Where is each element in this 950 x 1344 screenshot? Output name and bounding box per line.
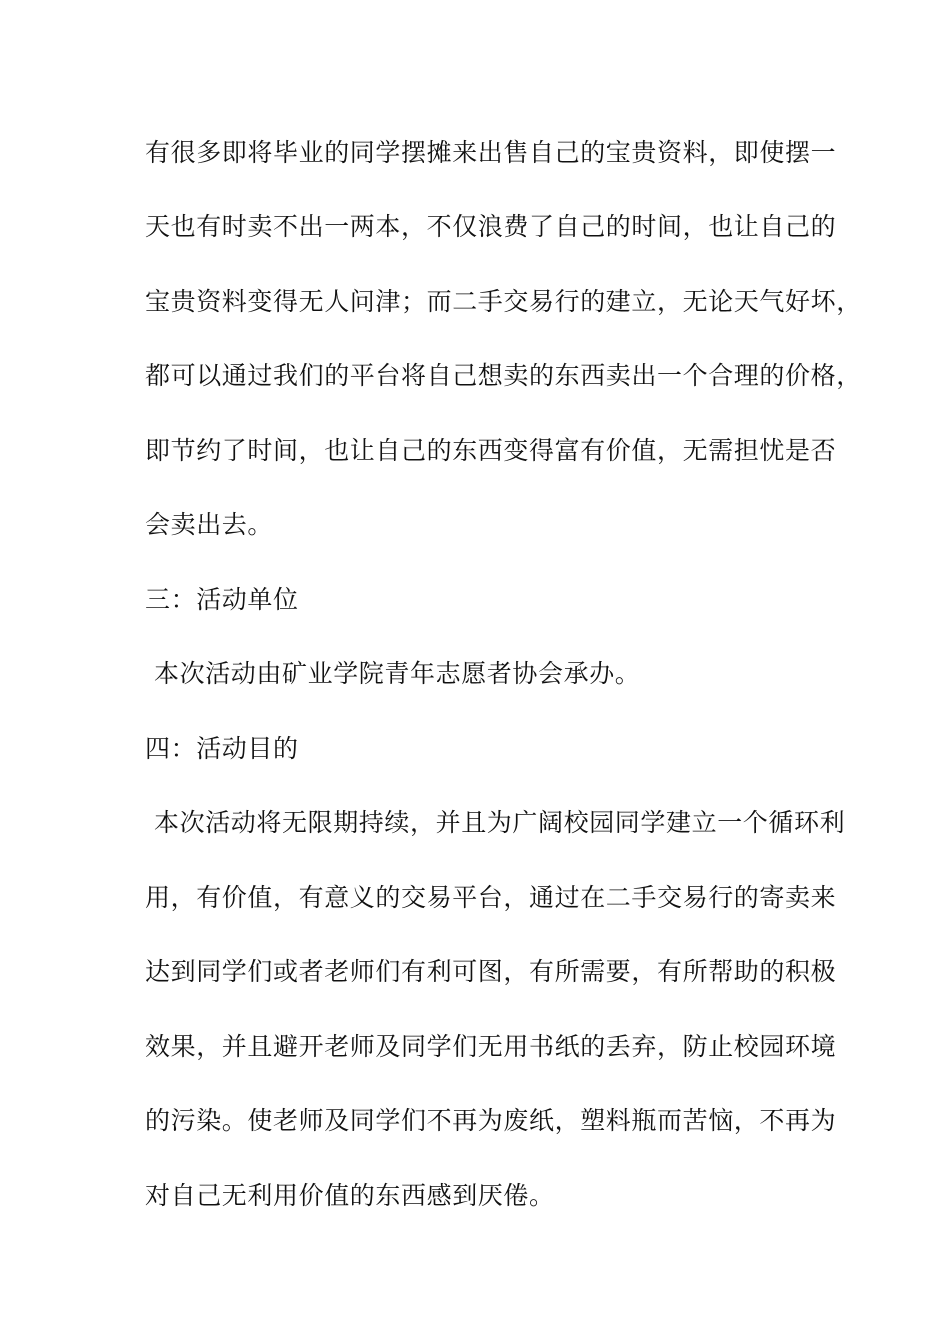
section-heading-3: 三：活动单位 [145, 585, 299, 614]
paragraph-line-1: 有很多即将毕业的同学摆摊来出售自己的宝贵资料，即使摆一 [145, 138, 837, 167]
section-heading-4: 四：活动目的 [145, 734, 299, 763]
paragraph-line-6: 会卖出去。 [145, 510, 274, 539]
section-4-line-3: 达到同学们或者老师们有利可图，有所需要，有所帮助的积极 [145, 957, 837, 986]
section-4-line-4: 效果，并且避开老师及同学们无用书纸的丢弃，防止校园环境 [145, 1032, 837, 1061]
section-4-line-6: 对自己无利用价值的东西感到厌倦。 [145, 1181, 555, 1210]
paragraph-line-3: 宝贵资料变得无人问津；而二手交易行的建立，无论天气好坏， [145, 287, 862, 316]
section-4-line-1: 本次活动将无限期持续，并且为广阔校园同学建立一个循环利 [154, 808, 846, 837]
section-4-line-2: 用，有价值，有意义的交易平台，通过在二手交易行的寄卖来 [145, 883, 837, 912]
paragraph-line-5: 即节约了时间，也让自己的东西变得富有价值，无需担忧是否 [145, 436, 837, 465]
section-4-line-5: 的污染。使老师及同学们不再为废纸，塑料瓶而苦恼，不再为 [145, 1106, 837, 1135]
section-3-body: 本次活动由矿业学院青年志愿者协会承办。 [154, 659, 641, 688]
paragraph-line-4: 都可以通过我们的平台将自己想卖的东西卖出一个合理的价格， [145, 361, 862, 390]
paragraph-line-2: 天也有时卖不出一两本，不仅浪费了自己的时间，也让自己的 [145, 212, 837, 241]
